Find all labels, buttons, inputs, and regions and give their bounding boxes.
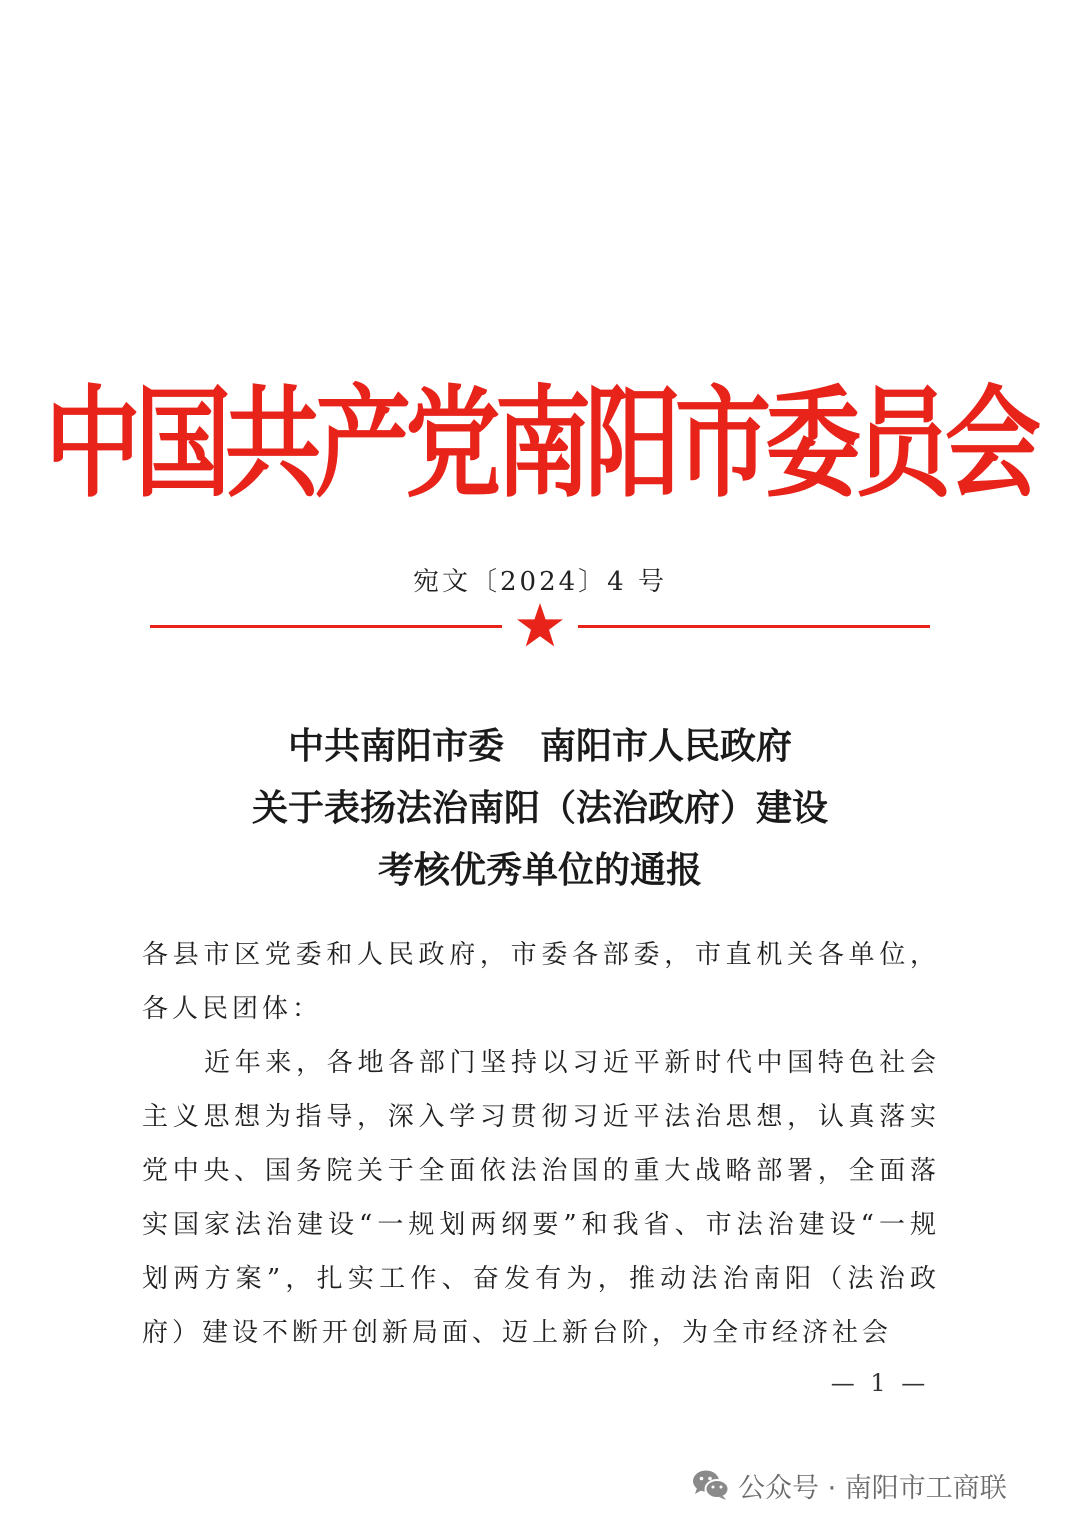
wechat-watermark: [692, 1463, 1007, 1507]
document-heading: [0, 716, 1080, 902]
heading-line-3: 考核优秀单位的通报: [377, 850, 702, 891]
heading-line-2: 关于表扬法治南阳（法治政府）建设: [251, 788, 828, 829]
heading-line-1: 中共南阳市委 南阳市人民政府: [287, 726, 792, 767]
document-body: [142, 928, 940, 1360]
red-divider-left: [150, 625, 502, 628]
document-number: 宛文〔2024〕4 号: [413, 567, 667, 597]
issuer-title: 中国共产党南阳市委员会: [45, 373, 1035, 514]
salutation: 各县市区党委和人民政府，市委各部委，市直机关各单位，各人民团体：: [142, 940, 940, 1024]
watermark-text: 公众号 · 南阳市工商联: [738, 1472, 1007, 1504]
red-divider-right: [578, 625, 930, 628]
red-star-icon: [516, 602, 564, 648]
page-number: — 1 —: [830, 1369, 930, 1397]
wechat-icon: [692, 1469, 730, 1501]
body-paragraph: 近年来，各地各部门坚持以习近平新时代中国特色社会主义思想为指导，深入学习贯彻习近平法治思想，认真落实党中央、国务院关于全面依法治国的重大战略部署，全面落实国家法治建设“一规划两纲要”和我省、市法治建设“一规划两方案”，扎实工作、奋发有为，推动法治南阳（法治政府）建设不断开创新局面、迈上新台阶，为全市经济社会: [142, 1048, 940, 1348]
